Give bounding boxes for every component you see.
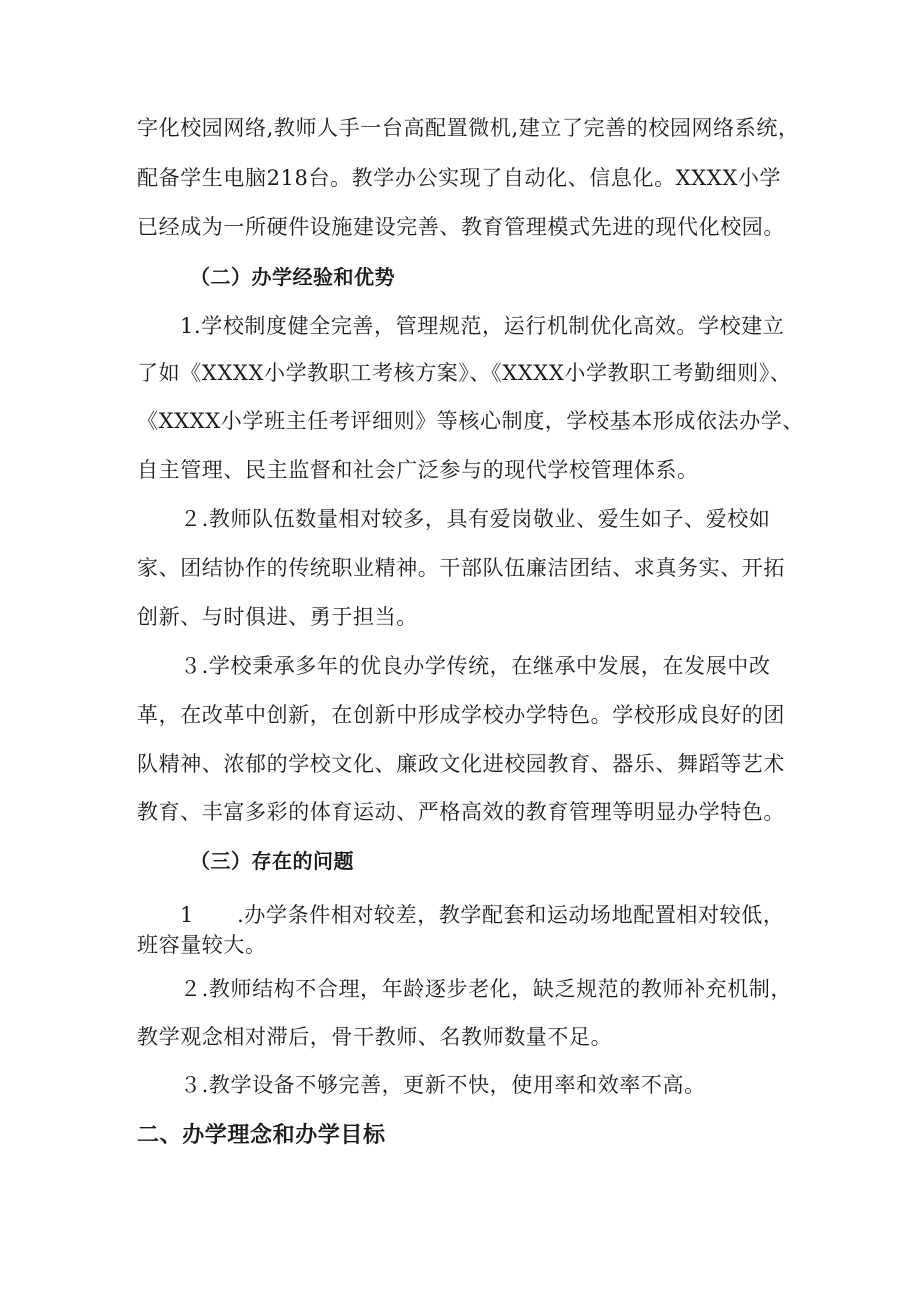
paragraph-line: ２.教师结构不合理，年龄逐步老化，缺乏规范的教师补充机制， xyxy=(180,977,793,1001)
chapter-heading: 二、办学理念和办学目标 xyxy=(137,1123,386,1148)
section-heading: （三）存在的问题 xyxy=(190,849,354,873)
section-heading: （二）办学经验和优势 xyxy=(190,265,395,289)
paragraph-line: 教育、丰富多彩的体育运动、严格高效的教育管理等明显办学特色。 xyxy=(137,800,785,824)
paragraph-line: 配备学生电脑218台。教学办公实现了自动化、信息化。XXXX小学 xyxy=(137,166,782,190)
paragraph-line: 班容量较大。 xyxy=(137,933,267,957)
paragraph-line: 1.学校制度健全完善，管理规范，运行机制优化高效。学校建立 xyxy=(180,314,785,338)
paragraph-line: ３.学校秉承多年的优良办学传统，在继承中发展，在发展中改 xyxy=(180,654,771,678)
paragraph-line: 家、团结协作的传统职业精神。干部队伍廉洁团结、求真务实、开拓 xyxy=(137,556,785,580)
paragraph-line: 自主管理、民主监督和社会广泛参与的现代学校管理体系。 xyxy=(137,458,699,482)
paragraph-line: 革，在改革中创新，在创新中形成学校办学特色。学校形成良好的团 xyxy=(137,703,785,727)
paragraph-line: 1 .办学条件相对较差，教学配套和运动场地配置相对较低， xyxy=(180,903,785,927)
paragraph-line: 已经成为一所硬件设施建设完善、教育管理模式先进的现代化校园。 xyxy=(137,215,785,239)
paragraph-line: ３.教学设备不够完善，更新不快，使用率和效率不高。 xyxy=(180,1073,706,1097)
paragraph-line: 《XXXX小学班主任考评细则》等核心制度，学校基本形成依法办学、 xyxy=(137,409,804,433)
paragraph-line: 创新、与时俱进、勇于担当。 xyxy=(137,605,418,629)
paragraph-line: ２.教师队伍数量相对较多，具有爱岗敬业、爱生如子、爱校如 xyxy=(180,507,771,531)
paragraph-line: 教学观念相对滞后，骨干教师、名教师数量不足。 xyxy=(137,1025,613,1049)
paragraph-line: 字化校园网络,教师人手一台高配置微机,建立了完善的校园网络系统， xyxy=(137,116,800,140)
paragraph-line: 了如《XXXX小学教职工考核方案》、《XXXX小学教职工考勤细则》、 xyxy=(137,361,792,385)
paragraph-line: 队精神、浓郁的学校文化、廉政文化进校园教育、器乐、舞蹈等艺术 xyxy=(137,752,785,776)
